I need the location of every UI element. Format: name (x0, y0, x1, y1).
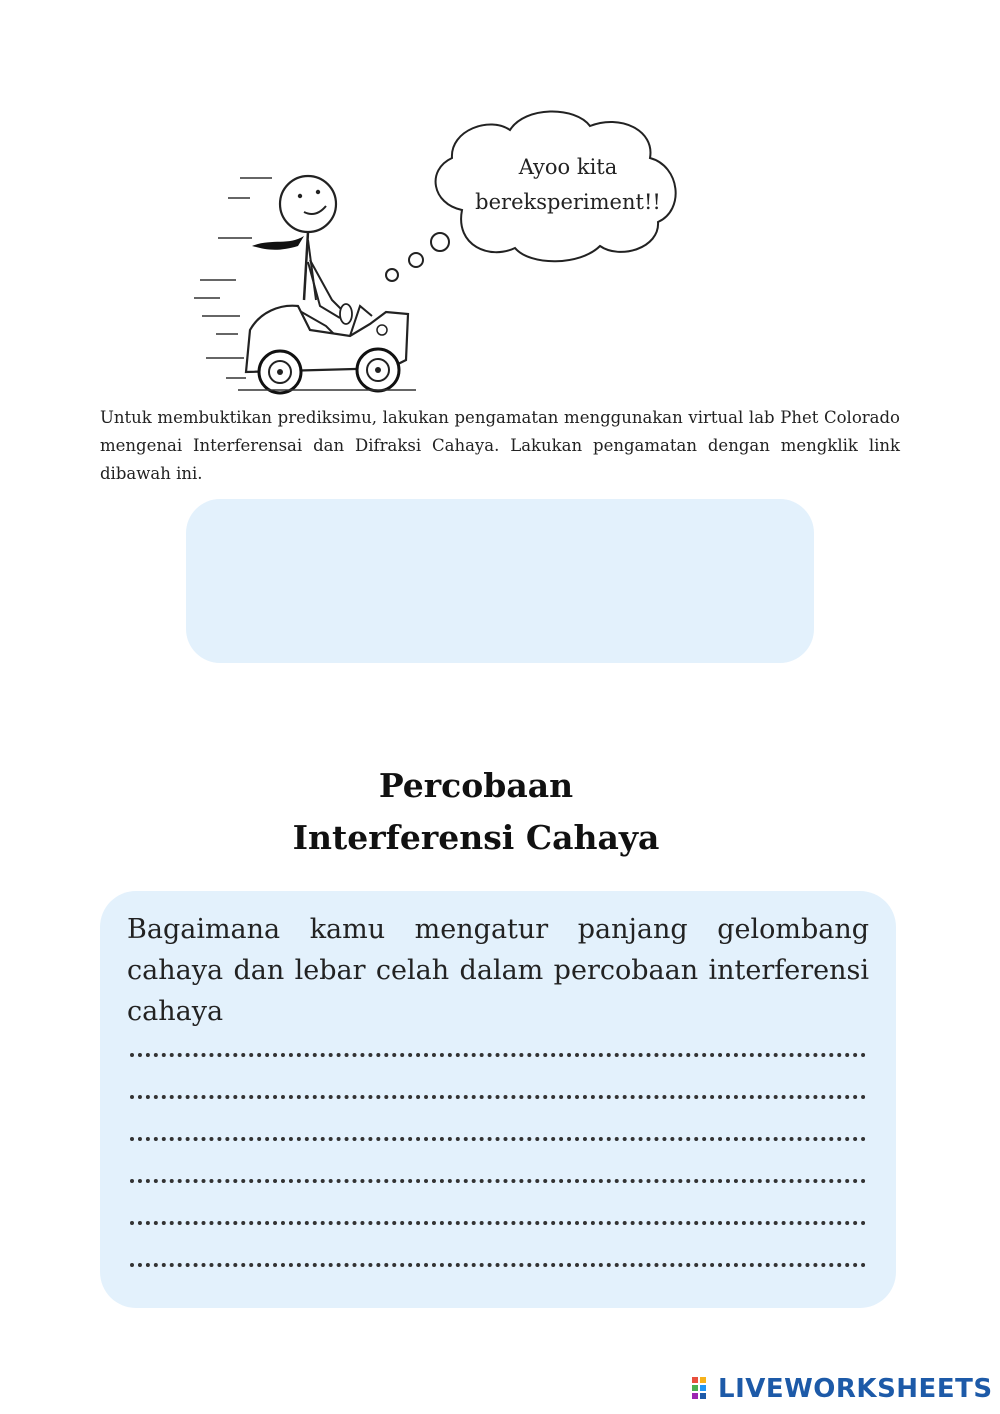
section-title (276, 760, 676, 864)
stick-figure-car-illustration (180, 100, 720, 400)
section-title-line-1: Percobaan (378, 766, 574, 805)
thought-dot-medium (409, 253, 423, 267)
car-wheel-front (357, 349, 399, 391)
thought-bubble-text (462, 150, 674, 220)
answer-line-5[interactable] (130, 1221, 866, 1225)
liveworksheets-brand (692, 1374, 993, 1404)
question-text: Bagaimana kamu mengatur panjang gelombang cahaya dan lebar celah dalam percobaan interferensi cahaya (127, 914, 869, 1027)
answer-line-6[interactable] (130, 1263, 866, 1267)
thought-dot-large (431, 233, 449, 251)
intro-paragraph: Untuk membuktikan prediksimu, lakukan pengamatan menggunakan virtual lab Phet Colorado mengenai Interferensai dan Difraksi Cahaya. Lakukan pengamatan dengan mengklik link dibawah ini. (100, 408, 900, 483)
thought-dot-small (386, 269, 398, 281)
section-title-line-2: Interferensi Cahaya (292, 818, 660, 857)
answer-line-3[interactable] (130, 1137, 866, 1141)
liveworksheets-logo-icon (692, 1377, 714, 1401)
flying-tie (252, 236, 304, 250)
answer-line-2[interactable] (130, 1095, 866, 1099)
answer-line-4[interactable] (130, 1179, 866, 1183)
brand-name: LIVEWORKSHEETS (718, 1374, 993, 1404)
simulation-link-box[interactable] (186, 499, 814, 663)
answer-line-1[interactable] (130, 1053, 866, 1057)
bubble-line-2: bereksperiment!! (475, 190, 661, 214)
question-panel (100, 891, 896, 1308)
car-wheel-rear (259, 351, 301, 393)
stick-figure-head (280, 176, 336, 232)
bubble-line-1: Ayoo kita (518, 155, 618, 179)
